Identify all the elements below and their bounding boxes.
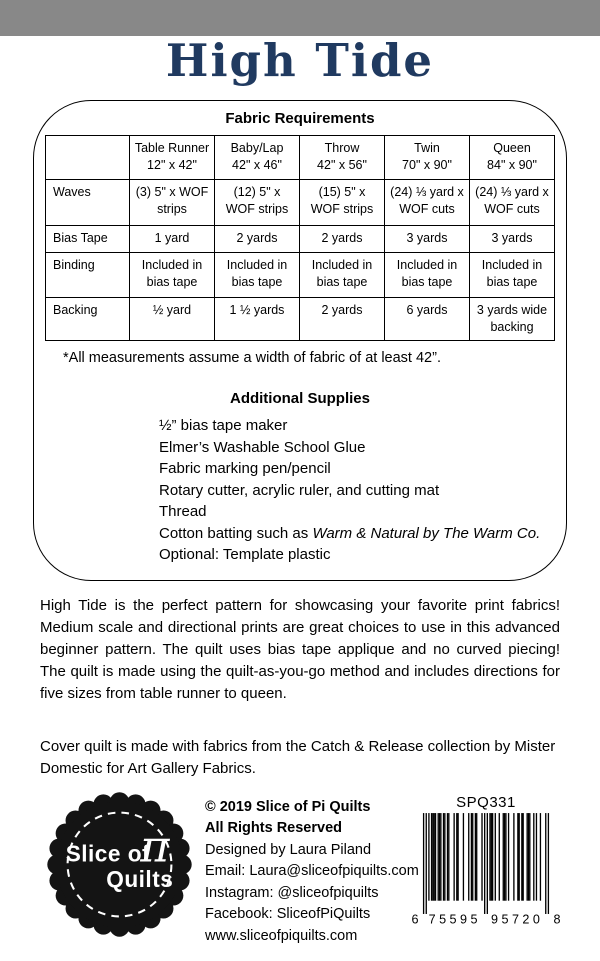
table-cell: 1 ½ yards [215, 298, 300, 341]
table-row [46, 180, 555, 226]
description-paragraph: High Tide is the perfect pattern for showcasing your favorite print fabrics! Medium scale and directional prints are great choices to use in this advanced beginner pattern. The quilt uses bias tape applique and no curved piecing! The quilt is made using the quilt-as-you-go method and includes directions for five sizes from table runner to queen. [40, 596, 560, 702]
table-cell: Included in bias tape [215, 253, 300, 298]
table-header-cell: Throw 42" x 56" [300, 136, 385, 180]
measurements-footnote: *All measurements assume a width of fabric of at least 42”. [63, 350, 441, 366]
fabric-requirements-panel [33, 100, 567, 581]
supply-item: Rotary cutter, acrylic ruler, and cutting mat [159, 481, 440, 499]
credit-line: Designed by Laura Piland [205, 841, 372, 858]
table-cell: 3 yards [470, 226, 555, 253]
table-header-cell: Baby/Lap 42" x 46" [215, 136, 300, 180]
table-row-label: Backing [46, 298, 130, 341]
fabric-requirements-heading: Fabric Requirements [225, 110, 375, 127]
table-cell: 1 yard [130, 226, 215, 253]
credit-line: © 2019 Slice of Pi Quilts [205, 798, 371, 815]
credits [205, 797, 419, 948]
page-title: High Tide [165, 34, 435, 87]
credit-line: Email: Laura@sliceofpiquilts.com [205, 863, 419, 880]
table-row [46, 298, 555, 341]
supplies-list [159, 415, 566, 566]
table-header-cell: Twin 70" x 90" [385, 136, 470, 180]
barcode-digits-left: 75595 [428, 911, 481, 926]
barcode-digit-last: 8 [553, 911, 561, 926]
table-cell: Included in bias tape [470, 253, 555, 298]
table-cell: 3 yards wide backing [470, 298, 555, 341]
table-row-label: Binding [46, 253, 130, 298]
supply-item: Optional: Template plastic [159, 546, 331, 563]
credit-line: Facebook: SliceofPiQuilts [205, 906, 371, 923]
footer [0, 789, 600, 959]
table-cell: (15) 5" x WOF strips [300, 180, 385, 226]
fabric-requirements-table [45, 135, 555, 341]
supply-item: Thread [159, 503, 207, 520]
credit-line: Instagram: @sliceofpiquilts [205, 884, 379, 901]
barcode-sku: SPQ331 [456, 793, 516, 811]
barcode [407, 813, 565, 926]
table-cell: (24) ⅓ yard x WOF cuts [385, 180, 470, 226]
table-cell: Included in bias tape [130, 253, 215, 298]
table-cell: 2 yards [215, 226, 300, 253]
supply-item: ½” bias tape maker [159, 417, 288, 434]
table-cell: 2 yards [300, 226, 385, 253]
logo-text-slice-of: Slice of [65, 840, 151, 867]
table-row [46, 253, 555, 298]
table-header-cell: Queen 84" x 90" [470, 136, 555, 180]
table-header-cell [46, 136, 130, 180]
table-cell: (24) ⅓ yard x WOF cuts [470, 180, 555, 226]
table-header-row [46, 136, 555, 180]
table-cell: 2 yards [300, 298, 385, 341]
supply-item: Cotton batting such as Warm & Natural by The Warm Co. [159, 524, 541, 542]
table-cell: ½ yard [130, 298, 215, 341]
table-header-cell: Table Runner 12" x 42" [130, 136, 215, 180]
table-row-label: Bias Tape [46, 226, 130, 253]
table-cell: Included in bias tape [385, 253, 470, 298]
pattern-back-cover [0, 36, 600, 961]
cover-fabric-paragraph: Cover quilt is made with fabrics from the Catch & Release collection by Mister Domestic for Art Gallery Fabrics. [40, 737, 556, 777]
barcode-digit-first: 6 [411, 911, 419, 926]
barcode-block [405, 794, 567, 931]
table-cell: Included in bias tape [300, 253, 385, 298]
slice-of-pi-logo [44, 789, 195, 940]
table-row-label: Waves [46, 180, 130, 226]
barcode-bars [423, 813, 549, 914]
table-cell: (3) 5" x WOF strips [130, 180, 215, 226]
additional-supplies-heading: Additional Supplies [229, 390, 370, 407]
supply-item: Fabric marking pen/pencil [159, 460, 331, 477]
credit-line: www.sliceofpiquilts.com [205, 928, 358, 945]
table-cell: 3 yards [385, 226, 470, 253]
table-cell: 6 yards [385, 298, 470, 341]
credit-line: All Rights Reserved [205, 820, 342, 837]
supply-item: Elmer’s Washable School Glue [159, 438, 366, 456]
barcode-digits-right: 95720 [491, 911, 544, 926]
table-cell: (12) 5" x WOF strips [215, 180, 300, 226]
logo-text-quilts: Quilts [106, 865, 174, 892]
logo-pi-symbol: π [140, 821, 170, 873]
table-row [46, 226, 555, 253]
